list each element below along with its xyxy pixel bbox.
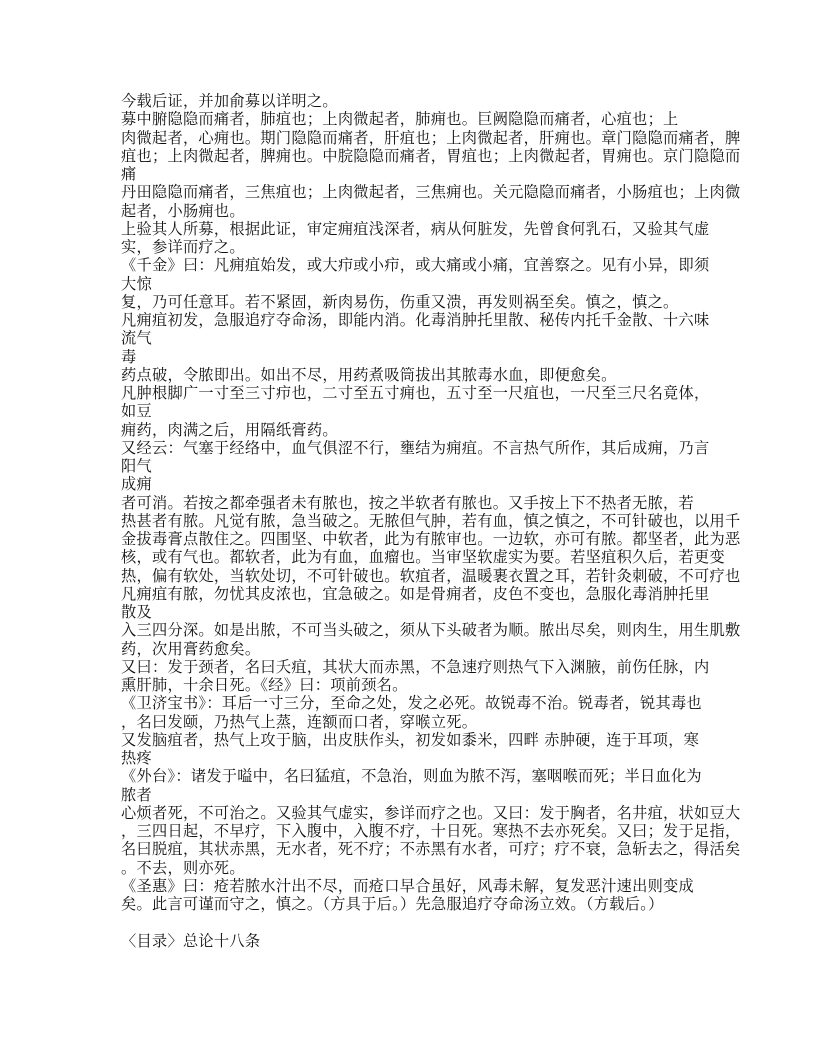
- text-line: ，名曰发颐，乃热气上蒸，连额而口者，穿喉立死。: [121, 712, 478, 731]
- text-line: 实，参详而疗之。: [121, 238, 245, 256]
- text-line: 阳气: [121, 457, 152, 475]
- table-of-contents-link[interactable]: 〈目录〉总论十八条: [121, 931, 261, 950]
- text-line: 名曰脱疽，其状赤黑，无水者，死不疗；不赤黑有水者，可疗；疗不衰，急斩去之，得活矣: [121, 840, 741, 859]
- text-line: 热疼: [121, 749, 152, 767]
- text-line: 者可消。若按之都牵强者未有脓也，按之半软者有脓也。又手按上下不热者无脓，若: [121, 493, 695, 512]
- text-line: 肉微起者，心痈也。期门隐隐而痛者，肝疽也；上肉微起者，肝痈也。章门隐隐而痛者，脾: [121, 128, 741, 147]
- text-line: 又曰：发于颈者，名曰夭疽，其状大而赤黑，不急速疗则热气下入渊腋，前伤任脉，内: [121, 657, 710, 676]
- text-line: 今载后证，并加俞募以详明之。: [121, 92, 338, 110]
- text-line: 心烦者死，不可治之。又验其气虚实，参详而疗之也。又曰：发于胸者，名井疽，状如豆大: [121, 803, 741, 822]
- text-line: 热甚者有脓。凡觉有脓，急当破之。无脓但气肿，若有血，慎之慎之，不可针破也，以用千: [121, 511, 741, 530]
- text-line: 毒: [121, 347, 137, 366]
- text-line: 上验其人所募，根据此证，审定痈疽浅深者，病从何脏发，先曾食何乳石，又验其气虚: [121, 219, 710, 238]
- document-page: [121, 92, 741, 950]
- text-line: 入三四分深。如是出脓，不可当头破之，须从下头破者为顺。脓出尽矣，则肉生，用生肌敷: [121, 621, 741, 640]
- text-line: 《千金》曰：凡痈疽始发，或大疖或小疖，或大痛或小痛，宜善察之。见有小异，即须: [121, 256, 710, 275]
- text-line: 。不去，则亦死。: [121, 858, 245, 877]
- text-line: ，三四日起，不早疗，下入腹中，入腹不疗，十日死。寒热不去亦死矣。又曰；发于足指，: [121, 822, 741, 840]
- text-line: 凡痈疽有脓，勿忧其皮浓也，宜急破之。如是骨痈者，皮色不变也，急服化毒消肿托里: [121, 584, 710, 603]
- text-line: 又经云：气塞于经络中，血气俱涩不行，壅结为痈疽。不言热气所作，其后成痈，乃言: [121, 438, 710, 457]
- text-line: 如豆: [121, 402, 152, 421]
- text-line: 大惊: [121, 274, 152, 293]
- text-line: 矣。此言可谨而守之，慎之。（方具于后。）先急服追疗夺命汤立效。（方载后。）: [121, 895, 664, 913]
- blank-line: [121, 913, 711, 931]
- text-line: 脓者: [121, 785, 152, 804]
- text-line: 核，或有气也。都软者，此为有血，血瘤也。当审坚软虚实为要。若坚疽积久后，若更变: [121, 548, 726, 567]
- text-line: 热，偏有软处，当软处切，不可针破也。软疽者，温暖裹衣置之耳，若针灸刺破，不可疗也: [121, 566, 741, 585]
- text-line: 金拔毒膏点散住之。四围坚、中软者，此为有脓审也。一边软，亦可有脓。都坚者，此为恶: [121, 530, 741, 548]
- text-line: 药，次用膏药愈矣。: [121, 639, 261, 658]
- text-line: 痛: [121, 165, 137, 183]
- text-line: 《卫济宝书》：耳后一寸三分，至命之处，发之必死。故锐毒不治。锐毒者，锐其毒也: [121, 694, 702, 713]
- text-line: 痈药，肉满之后，用隔纸膏药。: [121, 420, 338, 439]
- text-line: 凡肿根脚广一寸至三寸疖也，二寸至五寸痈也，五寸至一尺疽也，一尺至三尺名竟体，: [121, 384, 710, 402]
- text-line: 又发脑疽者，热气上攻于脑，出皮肤作头，初发如黍米，四畔 赤肿硬，连于耳项，寒: [121, 730, 700, 749]
- text-line: 复，乃可任意耳。若不紧固，新肉易伤，伤重又溃，再发则祸至矣。慎之，慎之。: [121, 292, 679, 311]
- text-line: 药点破，令脓即出。如出不尽，用药煮吸筒拔出其脓毒水血，即便愈矣。: [121, 365, 617, 384]
- text-line: 凡痈疽初发，急服追疗夺命汤，即能内消。化毒消肿托里散、秘传内托千金散、十六味: [121, 311, 710, 329]
- text-line: 疽也；上肉微起者，脾痈也。中脘隐隐而痛者，胃疽也；上肉微起者，胃痈也。京门隐隐而: [121, 146, 741, 165]
- text-line: 《圣惠》曰：疮若脓水汁出不尽，而疮口早合虽好，风毒未解，复发恶汁速出则变成: [121, 876, 695, 895]
- text-line: 熏肝肺，十余日死。《经》曰：项前颈名。: [121, 676, 408, 694]
- text-line: 流气: [121, 329, 152, 348]
- text-line: 散及: [121, 603, 152, 621]
- text-line: 丹田隐隐而痛者，三焦疽也；上肉微起者，三焦痈也。关元隐隐而痛者，小肠疽也；上肉微: [121, 183, 741, 202]
- text-line: 募中腑隐隐而痛者，肺疽也；上肉微起者，肺痈也。巨阙隐隐而痛者，心疽也；上: [121, 110, 679, 129]
- text-line: 《外台》：诸发于嗌中，名曰猛疽，不急治，则血为脓不泻，塞咽喉而死；半日血化为: [121, 767, 702, 786]
- text-line: 起者，小肠痈也。: [121, 201, 245, 220]
- text-line: 成痈: [121, 475, 152, 494]
